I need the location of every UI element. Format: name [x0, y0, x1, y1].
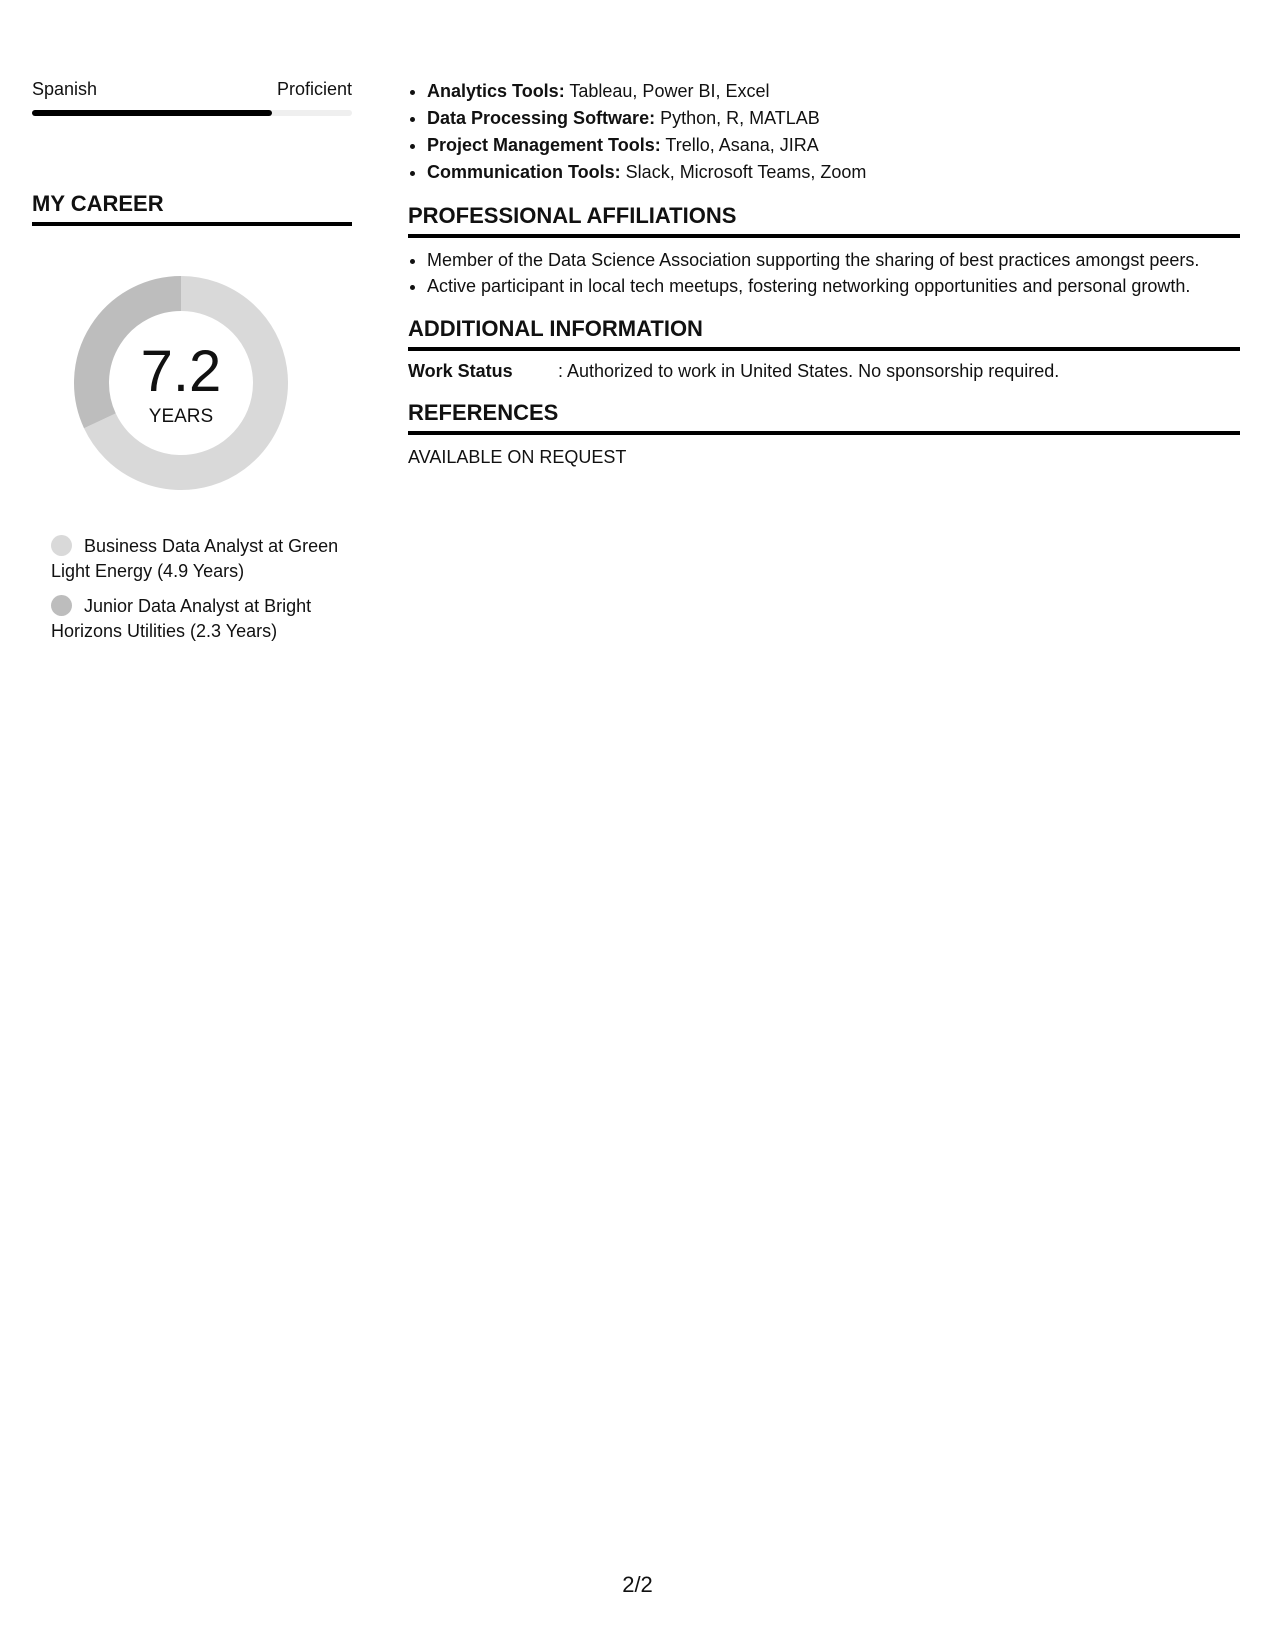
career-total-unit: YEARS: [148, 406, 214, 427]
tool-label: Project Management Tools:: [427, 135, 661, 155]
list-item: • Active participant in local tech meetups, fostering networking opportunities and personal growth.: [427, 274, 1240, 299]
legend-label: Business Data Analyst at Green Light Energy (4.9 Years): [51, 536, 339, 581]
tool-label: Communication Tools:: [427, 162, 621, 182]
legend-item: [51, 594, 341, 644]
work-status-value: : Authorized to work in United States. No sponsorship required.: [558, 361, 1060, 381]
page-number: 2/2: [622, 1572, 653, 1597]
list-item: [427, 132, 1240, 159]
career-legend: [51, 534, 341, 644]
references-section: [408, 399, 1240, 469]
references-text: AVAILABLE ON REQUEST: [408, 447, 627, 467]
legend-item: [51, 534, 341, 584]
career-donut-chart: [66, 268, 296, 498]
language-name: Spanish: [32, 79, 98, 99]
language-bar: [32, 110, 352, 116]
additional-info-title: ADDITIONAL INFORMATION: [408, 315, 1240, 351]
tool-label: Data Processing Software:: [427, 108, 656, 128]
list-item: [427, 105, 1240, 132]
work-status-label: Work Status: [408, 361, 513, 381]
affiliations-title: PROFESSIONAL AFFILIATIONS: [408, 202, 1240, 238]
legend-label: Junior Data Analyst at Bright Horizons Utilities (2.3 Years): [51, 596, 312, 641]
career-title: MY CAREER: [32, 190, 352, 226]
legend-dot-icon: [51, 595, 72, 616]
list-item: • Member of the Data Science Association supporting the sharing of best practices amongst peers.: [427, 248, 1240, 273]
list-item: [427, 159, 1240, 186]
left-column: [32, 78, 352, 654]
tool-value: Slack, Microsoft Teams, Zoom: [620, 162, 867, 182]
language-bar-fill: [32, 110, 272, 116]
tools-list: [408, 78, 1240, 186]
language-level: Proficient: [276, 79, 352, 99]
tool-value: Tableau, Power BI, Excel: [564, 81, 770, 101]
career-total-years: 7.2: [140, 339, 222, 404]
donut-center: [66, 268, 296, 498]
tool-label: Analytics Tools:: [427, 81, 565, 101]
legend-dot-icon: [51, 535, 72, 556]
references-title: REFERENCES: [408, 399, 1240, 435]
affiliations-section: [408, 202, 1240, 299]
tool-value: Python, R, MATLAB: [655, 108, 820, 128]
right-column: [408, 78, 1240, 469]
work-status-row: [408, 359, 1240, 383]
language-row: [32, 78, 352, 100]
affiliations-list: [408, 248, 1240, 299]
additional-info-section: [408, 315, 1240, 383]
tool-value: Trello, Asana, JIRA: [660, 135, 819, 155]
list-item: [427, 78, 1240, 105]
